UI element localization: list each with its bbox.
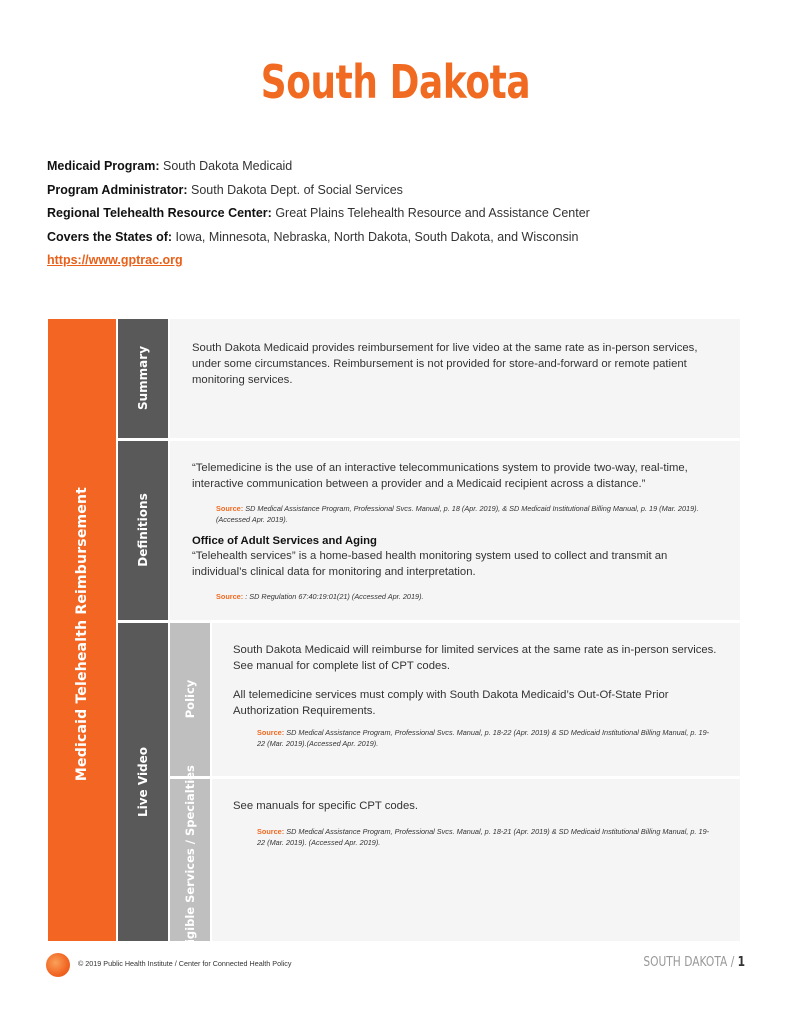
page-title: South Dakota [260, 55, 531, 109]
definitions-tab-label: Definitions [136, 493, 150, 567]
source-label: Source: [216, 504, 244, 513]
policy-text-2: All telemedicine services must comply with South Dakota Medicaid’s Out-Of-State Prior Authorization Requirements. [233, 689, 669, 717]
live-video-tab [118, 623, 168, 941]
eligible-services-tab-label: Eligible Services / Specialties [183, 765, 197, 955]
source-text: SD Medical Assistance Program, Professional Svcs. Manual, p. 18-22 (Apr. 2019) & SD Medicaid Institutional Billing Manual, p. 19-22 (Mar. 2019).(Accessed Apr. 2019). [257, 728, 710, 748]
covers-states-row [47, 226, 590, 250]
summary-tab-label: Summary [136, 345, 150, 411]
source-text: : SD Regulation 67:40:19:01(21) (Accessed Apr. 2019). [245, 592, 424, 601]
summary-tab [118, 319, 168, 438]
side-label: Medicaid Telehealth Reimbursement [74, 486, 90, 782]
side-label-bar [48, 319, 116, 941]
summary-text: South Dakota Medicaid provides reimbursement for live video at the same rate as in-person services, under some circumstances. Reimbursement is not provided for store-and-forward or remote patient monitoring services. [192, 342, 698, 386]
definitions-panel [170, 441, 740, 620]
definition-source-1 [216, 503, 721, 525]
cchp-logo-icon [46, 953, 70, 977]
website-link[interactable]: https://www.gptrac.org [47, 253, 183, 267]
program-info [47, 155, 590, 273]
source-text: SD Medical Assistance Program, Professional Svcs. Manual, p. 18 (Apr. 2019), & SD Medicaid Institutional Billing Manual, p. 19 (Mar. 2019). (Accessed Apr. 2019). [216, 504, 699, 524]
eligible-services-tab [170, 765, 210, 955]
policy-tab [170, 623, 210, 776]
covers-states-value: Iowa, Minnesota, Nebraska, North Dakota, South Dakota, and Wisconsin [175, 229, 579, 244]
definitions-tab [118, 441, 168, 620]
live-video-tab-label: Live Video [136, 746, 150, 818]
eligible-services-source [257, 826, 717, 848]
policy-panel [212, 623, 740, 776]
website-row [47, 249, 590, 273]
definition-source-2 [216, 591, 716, 602]
page-number: 1 [737, 955, 745, 970]
footer-page-label [643, 955, 745, 970]
medicaid-program-label: Medicaid Program: [47, 159, 160, 173]
source-text: SD Medical Assistance Program, Professional Svcs. Manual, p. 18-21 (Apr. 2019) & SD Medicaid Institutional Billing Manual, p. 19-22 (Mar. 2019). (Accessed Apr. 2019). [257, 827, 710, 847]
eligible-services-text: See manuals for specific CPT codes. [233, 800, 419, 812]
definition-telemedicine-text: “Telemedicine is the use of an interactive telecommunications system to provide two-way, real-time, interactive communication between a provider and a Medicaid recipient across a distance.” [192, 462, 688, 490]
resource-center-value: Great Plains Telehealth Resource and Assistance Center [275, 206, 590, 220]
policy-text-1: South Dakota Medicaid will reimburse for limited services at the same rate as in-person services. See manual for complete list of CPT codes. [233, 644, 717, 672]
source-label: Source: [257, 728, 285, 737]
program-administrator-row [47, 179, 590, 203]
eligible-services-panel [212, 779, 740, 941]
footer-copyright: © 2019 Public Health Institute / Center for Connected Health Policy [78, 959, 292, 968]
resource-center-row [47, 202, 590, 226]
resource-center-label: Regional Telehealth Resource Center: [47, 206, 272, 220]
source-label: Source: [216, 592, 244, 601]
policy-source [257, 727, 717, 749]
footer-state: SOUTH DAKOTA / [643, 955, 735, 970]
medicaid-program-row [47, 155, 590, 179]
policy-tab-label: Policy [183, 679, 197, 719]
source-label: Source: [257, 827, 285, 836]
medicaid-program-value: South Dakota Medicaid [163, 159, 293, 173]
covers-states-label: Covers the States of: [47, 229, 173, 244]
program-administrator-value: South Dakota Dept. of Social Services [191, 182, 403, 197]
program-administrator-label: Program Administrator: [47, 182, 188, 197]
definition-subhead: Office of Adult Services and Aging [192, 535, 377, 547]
summary-panel [170, 319, 740, 438]
definition-telehealth-text: “Telehealth services” is a home-based health monitoring system used to collect and transmit an individual’s clinical data for monitoring and interpretation. [192, 550, 668, 578]
